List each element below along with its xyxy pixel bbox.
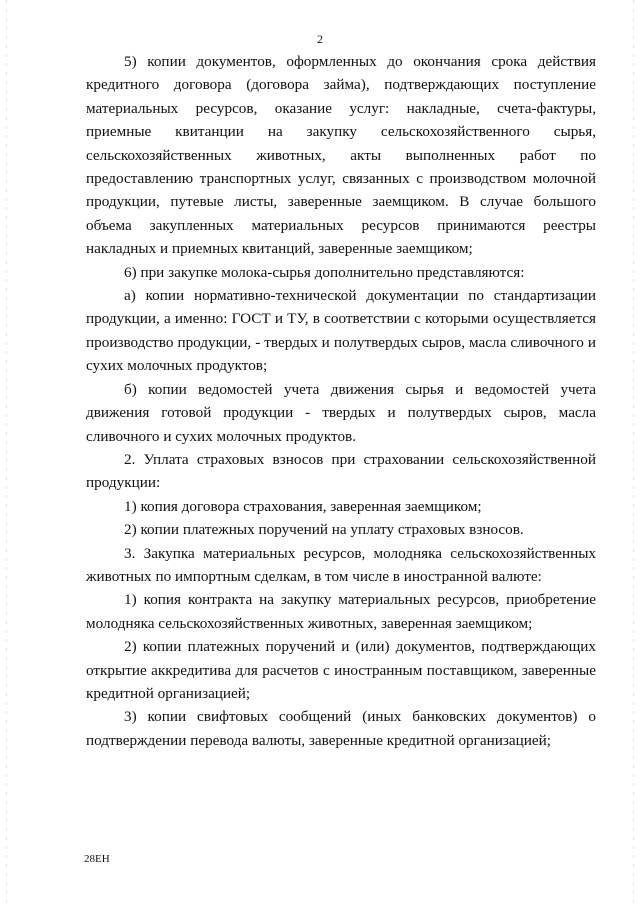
scan-edge-left — [6, 0, 7, 905]
scan-edge-right — [633, 0, 634, 905]
paragraph-import-item-1: 1) копия контракта на закупку материальных ресурсов, приобретение молодняка сельскохозяйственных животных, заверенная заемщиком; — [86, 591, 596, 632]
paragraph-insurance-item-2: 2) копии платежных поручений на уплату страховых взносов. — [124, 521, 524, 539]
paragraph-item-6-milk: 6) при закупке молока-сырья дополнительно представляются: — [124, 263, 525, 281]
document-body — [86, 50, 596, 752]
page-number: 2 — [317, 32, 323, 46]
paragraph-insurance-item-1: 1) копия договора страхования, заверенная заемщиком; — [124, 497, 482, 515]
footer-code: 28ЕН — [84, 853, 110, 865]
paragraph-subitem-b-ledgers: б) копии ведомостей учета движения сырья и ведомостей учета движения готовой продукции - твердых и полутвердых сыров, масла сливочного и сухих молочных продуктов. — [86, 380, 596, 445]
paragraph-section-2-insurance: 2. Уплата страховых взносов при страховании сельскохозяйственной продукции: — [86, 450, 596, 492]
paragraph-subitem-a-standards: а) копии нормативно-технической документации по стандартизации продукции, а именно: ГОСТ и ТУ, в соответствии с которыми осуществляется производство продукции, - твердых и полутвердых сыров, масла сливочного и сухих молочных продуктов; — [86, 287, 596, 375]
paragraph-item-5-documents: 5) копии документов, оформленных до окончания срока действия кредитного договора (договора займа), подтверждающих поступление материальных ресурсов, оказание услуг: накладные, счета-фактуры, приемные квитанции на закупку сельскохозяйственного сырья, сельскохозяйственных животных, акты выполненных работ по предоставлению транспортных услуг, связанных с производством молочной продукции, путевые листы, заверенные заемщиком. В случае большого объема закупленных материальных ресурсов принимаются реестры накладных и приемных квитанций, заверенные заемщиком; — [86, 53, 596, 258]
paragraph-import-item-2: 2) копии платежных поручений и (или) документов, подтверждающих открытие аккредитива для расчетов с иностранным поставщиком, заверенные кредитной организацией; — [86, 638, 596, 702]
paragraph-section-3-import: 3. Закупка материальных ресурсов, молодняка сельскохозяйственных животных по импортным сделкам, в том числе в иностранной валюте: — [86, 544, 596, 585]
paragraph-import-item-3: 3) копии свифтовых сообщений (иных банковских документов) о подтверждении перевода валюты, заверенные кредитной организацией; — [86, 708, 596, 749]
